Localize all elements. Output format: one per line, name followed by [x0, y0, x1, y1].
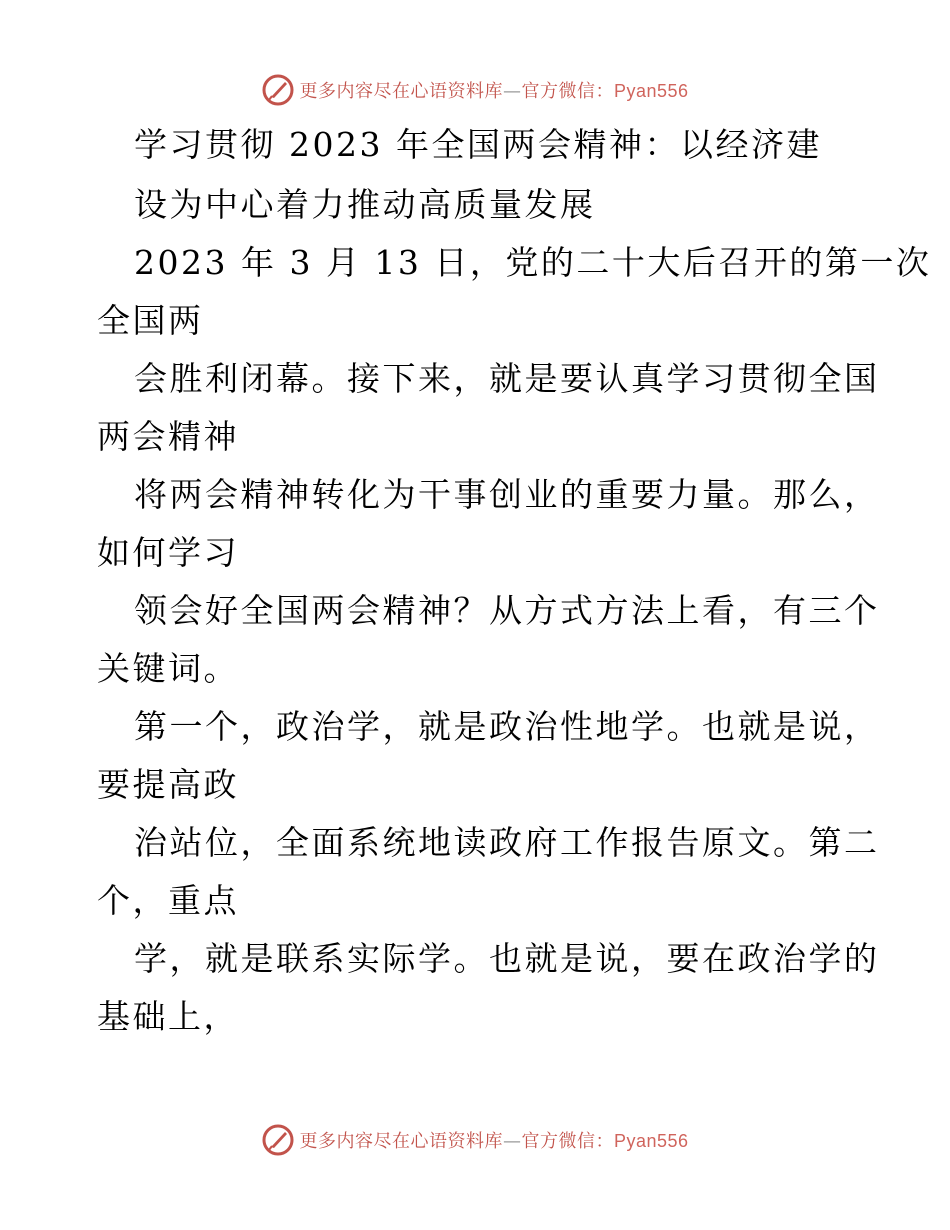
watermark-slogan: 更多内容尽在心语资料库 — [299, 1131, 503, 1152]
quill-logo-icon — [261, 1123, 295, 1157]
text-line: 基础上， — [97, 997, 239, 1036]
watermark-account: Pyan556 — [613, 1131, 689, 1151]
text-line: 第一个，政治学，就是政治性地学。也就是说， — [134, 707, 880, 746]
watermark-slogan: 更多内容尽在心语资料库 — [299, 81, 503, 102]
text-line: 关键词。 — [97, 649, 239, 688]
text-line: 学习贯彻 2023 年全国两会精神：以经济建 — [134, 125, 822, 164]
text-line: 要提高政 — [97, 765, 239, 804]
text-line: 个，重点 — [97, 881, 239, 920]
text-line: 会胜利闭幕。接下来，就是要认真学习贯彻全国 — [134, 359, 880, 398]
text-line: 领会好全国两会精神？从方式方法上看，有三个 — [134, 591, 880, 630]
watermark-label: 官方微信： — [521, 1131, 614, 1152]
watermark-account: Pyan556 — [613, 81, 689, 101]
text-line: 两会精神 — [97, 417, 239, 456]
watermark-label: 官方微信： — [521, 81, 614, 102]
text-line: 学，就是联系实际学。也就是说，要在政治学的 — [134, 939, 880, 978]
text-line: 2023 年 3 月 13 日，党的二十大后召开的第一次 — [134, 243, 932, 282]
text-line: 全国两 — [97, 301, 204, 340]
text-line: 如何学习 — [97, 533, 239, 572]
text-line: 治站位，全面系统地读政府工作报告原文。第二 — [134, 823, 880, 862]
text-line: 设为中心着力推动高质量发展 — [134, 185, 596, 224]
watermark-dash: — — [502, 1131, 522, 1152]
footer-watermark — [0, 1120, 950, 1160]
text-line: 将两会精神转化为干事创业的重要力量。那么， — [134, 475, 880, 514]
watermark-dash: — — [502, 81, 522, 102]
watermark-text — [299, 1127, 688, 1153]
